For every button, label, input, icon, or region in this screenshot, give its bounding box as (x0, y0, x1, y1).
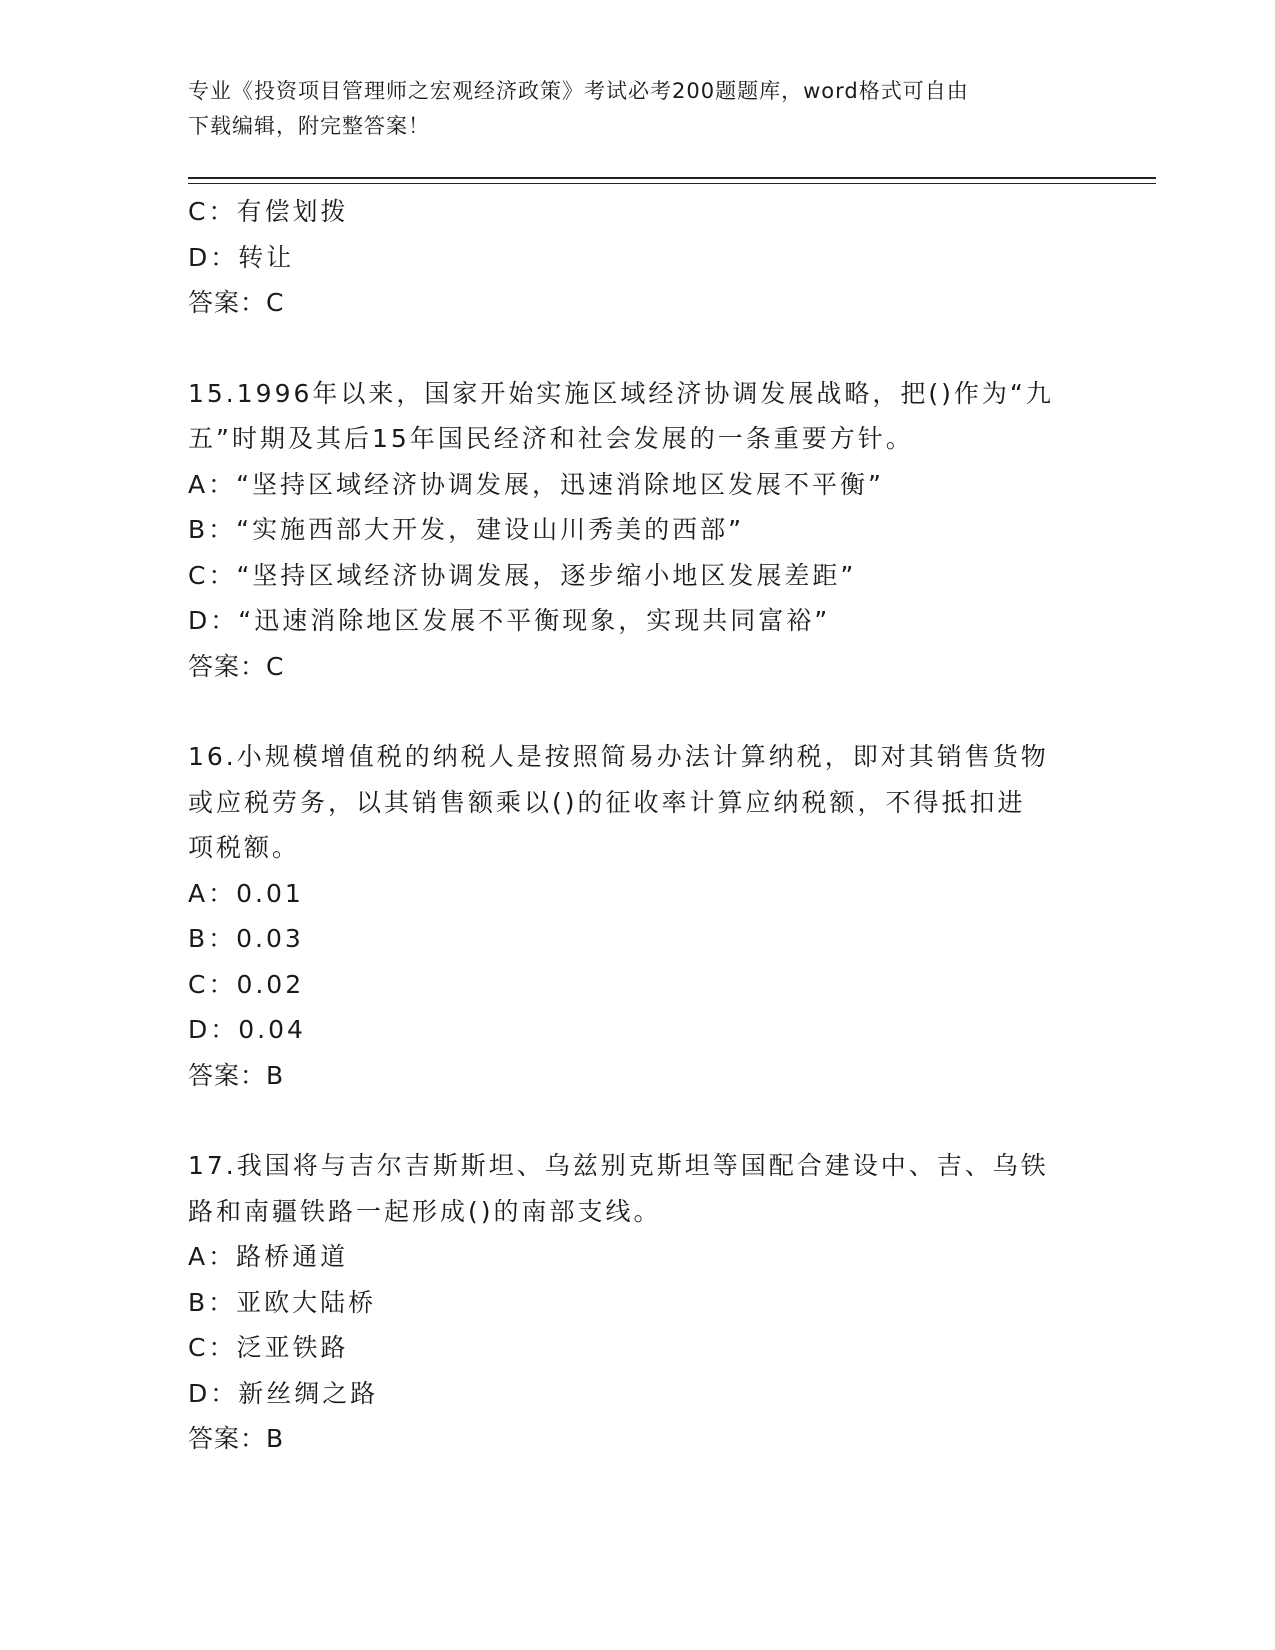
question-16 (188, 734, 1088, 1098)
question-text-line: 项税额。 (188, 833, 301, 862)
header-divider-thin (188, 183, 1156, 184)
header-line-1: 专业《投资项目管理师之宏观经济政策》考试必考200题题库，word格式可自由 (188, 79, 969, 103)
question-text-line: 路和南疆铁路一起形成()的南部支线。 (188, 1196, 662, 1226)
option-b: B：“实施西部大开发，建设山川秀美的西部” (188, 515, 745, 544)
question-text (188, 371, 1088, 462)
answer-line: 答案：B (188, 1060, 285, 1090)
option-c: C：有偿划拨 (188, 197, 349, 226)
question-text-line: 或应税劳务，以其销售额乘以()的征收率计算应纳税额，不得抵扣进 (188, 787, 1026, 817)
document-body (188, 189, 1088, 1462)
question-text-line: 17.我国将与吉尔吉斯斯坦、乌兹别克斯坦等国配合建设中、吉、乌铁 (188, 1151, 1049, 1180)
question-text (188, 734, 1088, 871)
answer-line: 答案：C (188, 651, 285, 681)
option-a: A：“坚持区域经济协调发展，迅速消除地区发展不平衡” (188, 469, 885, 499)
option-c: C：0.02 (188, 969, 305, 999)
question-text (188, 1143, 1088, 1234)
header-line-2: 下载编辑，附完整答案！ (188, 114, 430, 138)
question-text-line: 15.1996年以来，国家开始实施区域经济协调发展战略，把()作为“九 (188, 378, 1054, 408)
option-d: D：转让 (188, 242, 295, 272)
option-d: D：“迅速消除地区发展不平衡现象，实现共同富裕” (188, 606, 831, 635)
question-15 (188, 371, 1088, 690)
answer-line: 答案：B (188, 1424, 285, 1453)
question-17 (188, 1143, 1088, 1462)
question-text-line: 16.小规模增值税的纳税人是按照简易办法计算纳税，即对其销售货物 (188, 742, 1049, 771)
option-d: D：新丝绸之路 (188, 1378, 379, 1408)
option-c: C：“坚持区域经济协调发展，逐步缩小地区发展差距” (188, 560, 857, 590)
header-divider-thick (188, 177, 1156, 179)
question-text-line: 五”时期及其后15年国民经济和社会发展的一条重要方针。 (188, 424, 914, 453)
option-b: B：0.03 (188, 924, 304, 953)
option-a: A：0.01 (188, 878, 304, 908)
option-c: C：泛亚铁路 (188, 1333, 349, 1362)
previous-question-tail (188, 189, 1088, 326)
option-b: B：亚欧大陆桥 (188, 1287, 377, 1317)
document-header (188, 74, 1088, 144)
answer-line: 答案：C (188, 288, 285, 317)
option-a: A：路桥通道 (188, 1242, 349, 1271)
option-d: D：0.04 (188, 1015, 306, 1044)
